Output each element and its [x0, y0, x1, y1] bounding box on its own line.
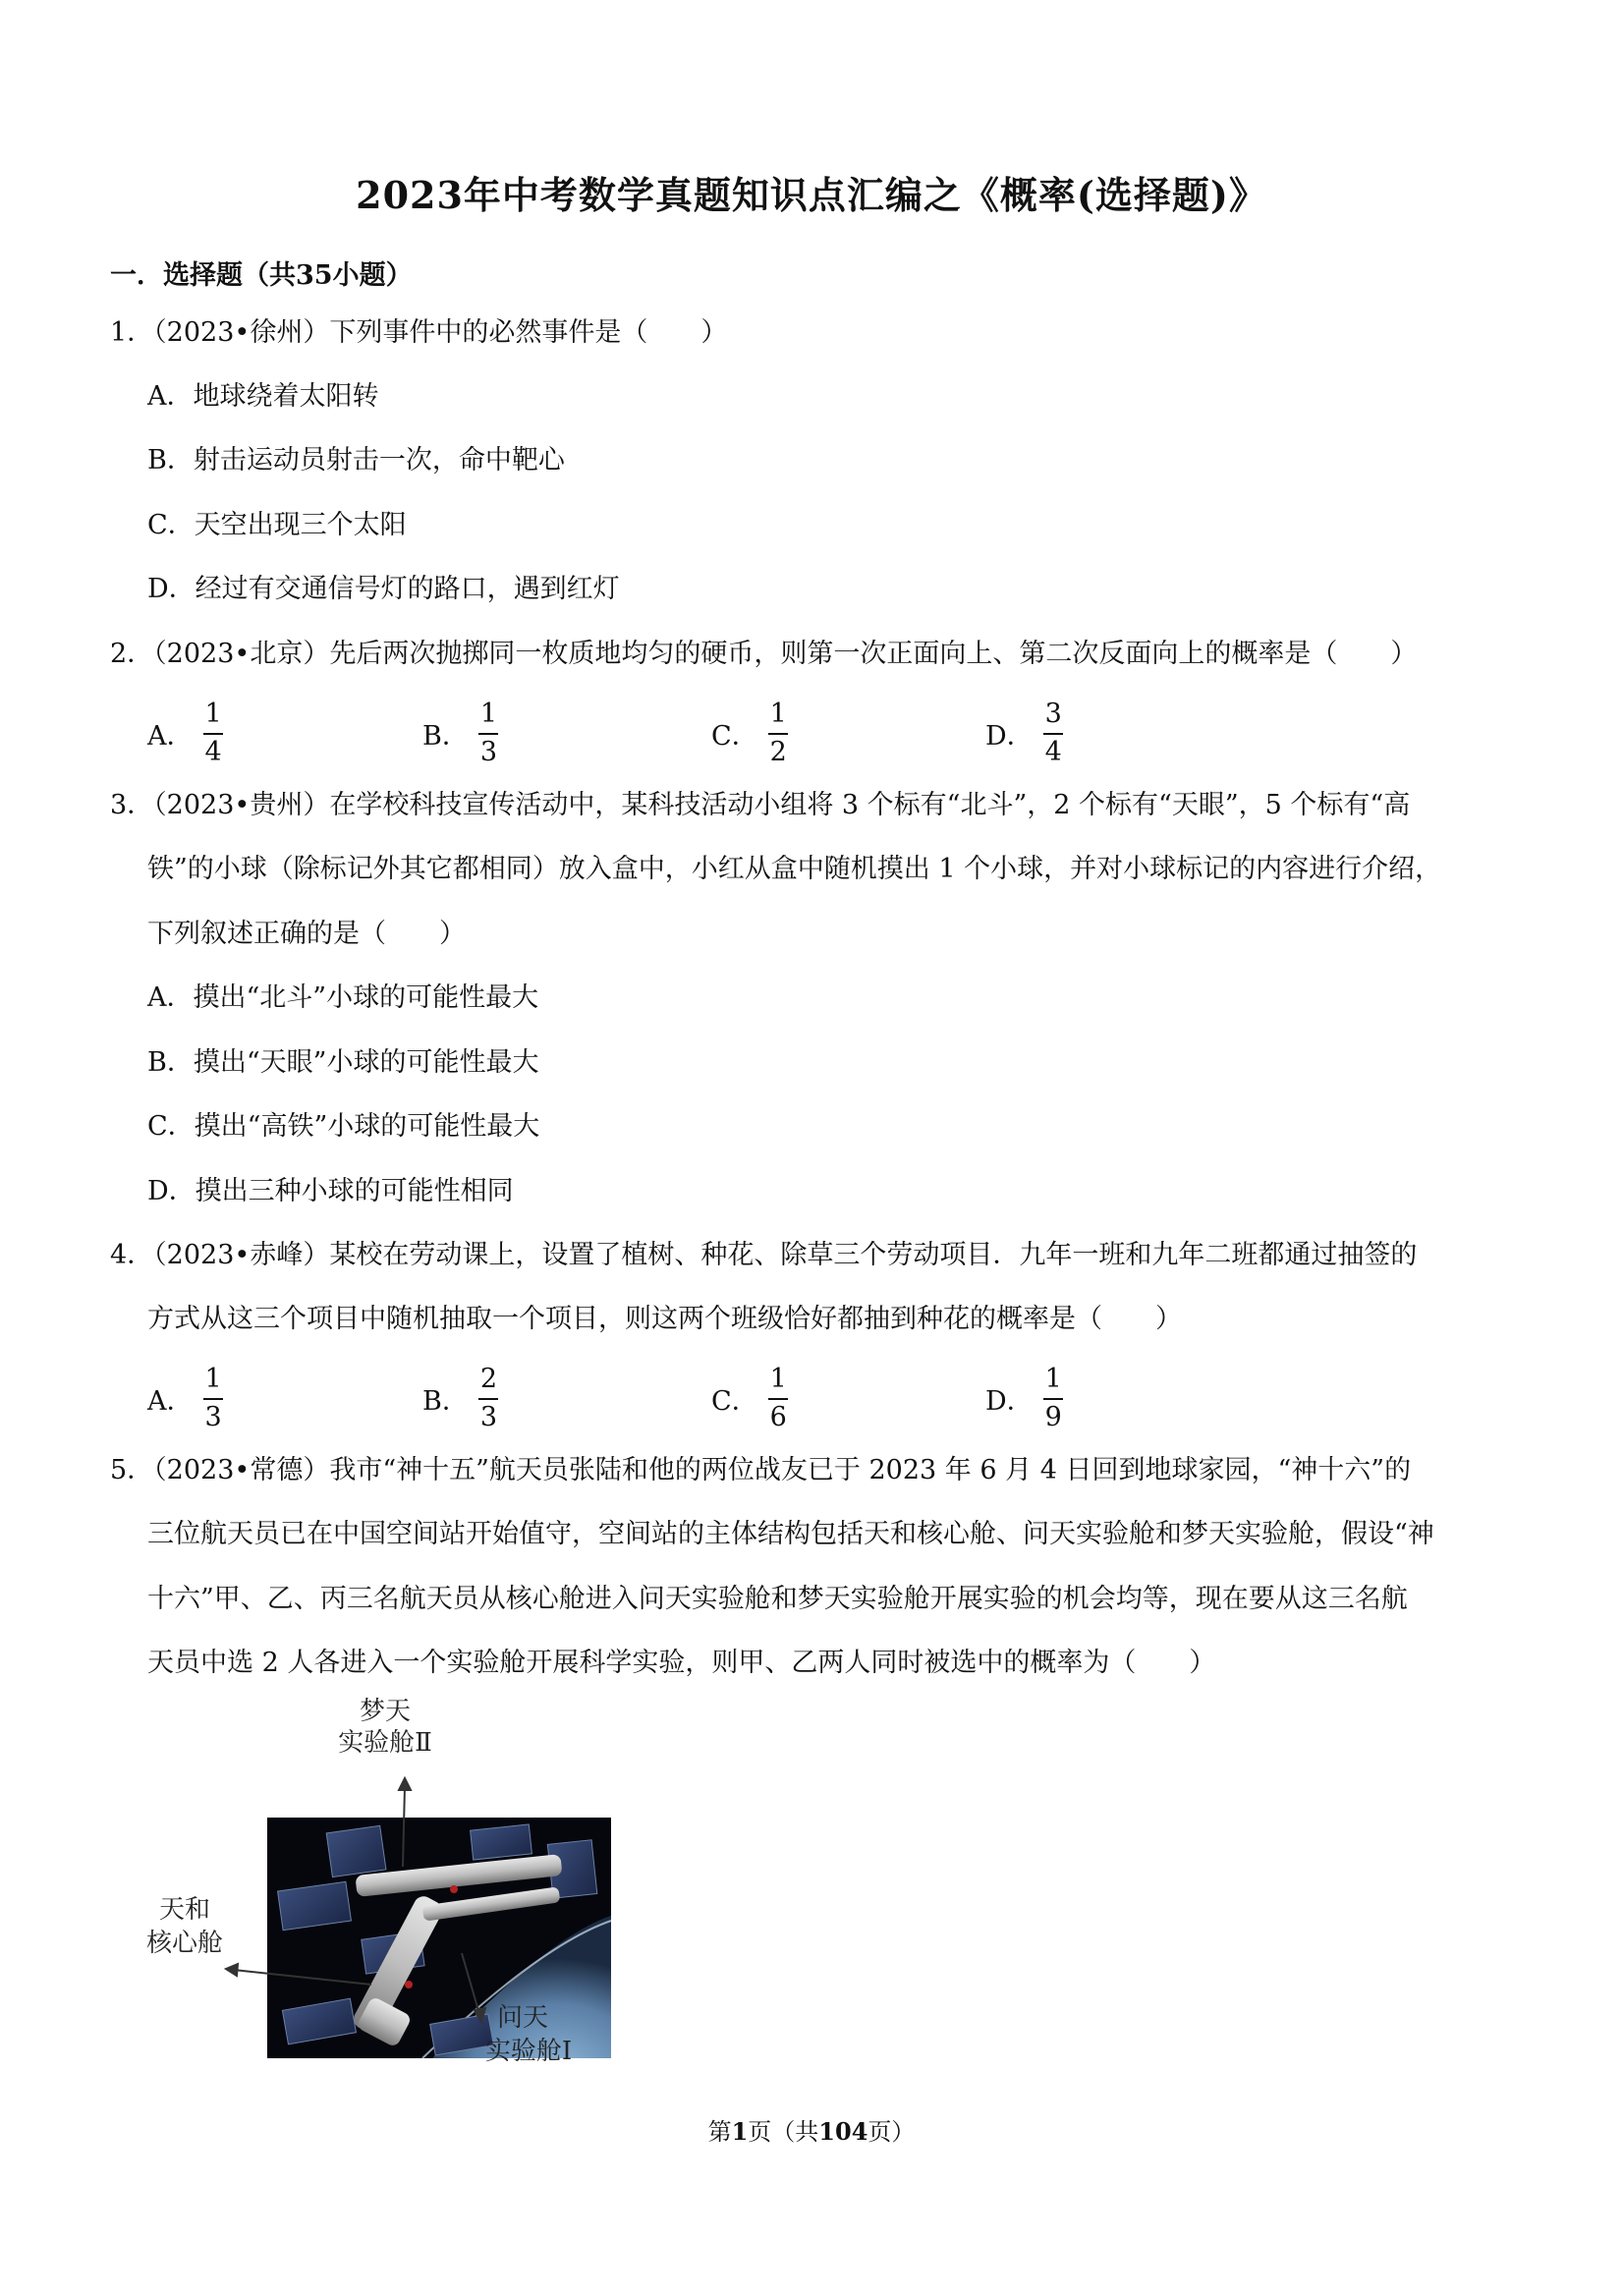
label-tianhe-2: 核心舱 — [145, 1929, 224, 1958]
label-wentian-2: 实验舱Ⅰ — [484, 2037, 573, 2066]
fraction-denominator: 3 — [479, 736, 498, 767]
question-3-stem-line-2: 铁”的小球（除标记外其它都相同）放入盒中，小红从盒中随机摸出 1 个小球，并对小球标记的内容进行介绍， — [147, 854, 1442, 884]
fraction-numerator: 1 — [204, 698, 222, 729]
space-station-illustration — [138, 1690, 648, 2083]
option-label: D． — [985, 720, 1034, 752]
footer-prefix: 第 — [707, 2118, 732, 2146]
question-3-option-d: D．摸出三种小球的可能性相同 — [147, 1176, 514, 1206]
option-label: D． — [985, 1385, 1034, 1417]
fraction-numerator: 1 — [769, 698, 787, 729]
fraction-bar — [768, 1398, 788, 1400]
fraction — [478, 700, 499, 767]
question-2-option-d — [985, 694, 1064, 772]
label-mengtian-2: 实验舱Ⅱ — [338, 1728, 432, 1758]
option-label: A． — [147, 1385, 194, 1417]
fraction-denominator: 4 — [1044, 736, 1062, 767]
question-5-stem-line-3: 十六”甲、乙、丙三名航天员从核心舱进入问天实验舱和梦天实验舱开展实验的机会均等，现在要从这三名航 — [147, 1584, 1408, 1614]
fraction-denominator: 3 — [204, 1401, 222, 1432]
question-3-stem-line-3: 下列叙述正确的是（ ） — [147, 919, 466, 949]
question-5-stem-line-1: 5．（2023•常德）我市“神十五”航天员张陆和他的两位战友已于 2023 年 6 月 4 日回到地球家园，“神十六”的 — [110, 1455, 1412, 1485]
question-2-option-b — [422, 694, 499, 772]
option-label: C． — [711, 1385, 758, 1417]
fraction — [478, 1365, 499, 1432]
fraction-denominator: 9 — [1044, 1401, 1062, 1432]
fraction — [203, 1365, 224, 1432]
fraction — [1043, 1365, 1064, 1432]
question-1-option-c: C．天空出现三个太阳 — [147, 510, 407, 540]
question-2-stem: 2．（2023•北京）先后两次抛掷同一枚质地均匀的硬币，则第一次正面向上、第二次反面向上的概率是（ ） — [110, 639, 1418, 669]
question-4-stem-line-1: 4．（2023•赤峰）某校在劳动课上，设置了植树、种花、除草三个劳动项目．九年一班和九年二班都通过抽签的 — [110, 1240, 1418, 1270]
fraction-bar — [478, 733, 498, 735]
option-label: A． — [147, 720, 194, 752]
fraction-denominator: 6 — [769, 1401, 787, 1432]
option-label: C． — [711, 720, 758, 752]
question-3-stem-line-1: 3．（2023•贵州）在学校科技宣传活动中，某科技活动小组将 3 个标有“北斗”，2 个标有“天眼”，5 个标有“高 — [110, 790, 1411, 820]
question-4-option-b — [422, 1359, 499, 1437]
question-2-option-a — [147, 694, 224, 772]
label-wentian-1: 问天 — [496, 2003, 549, 2033]
question-4-option-c — [711, 1359, 789, 1437]
fraction-bar — [1043, 1398, 1063, 1400]
fraction-denominator: 4 — [204, 736, 222, 767]
question-4-option-a — [147, 1359, 224, 1437]
question-4-stem-line-2: 方式从这三个项目中随机抽取一个项目，则这两个班级恰好都抽到种花的概率是（ ） — [147, 1304, 1182, 1334]
fraction-bar — [768, 733, 788, 735]
page-footer — [0, 2112, 1623, 2147]
question-1-option-a: A．地球绕着太阳转 — [147, 381, 379, 412]
fraction-numerator: 1 — [769, 1363, 787, 1394]
footer-total-pages: 104 — [818, 2117, 868, 2146]
question-3-option-a: A．摸出“北斗”小球的可能性最大 — [147, 982, 539, 1013]
footer-suffix: 页） — [867, 2118, 916, 2146]
question-3-option-c: C．摸出“高铁”小球的可能性最大 — [147, 1111, 540, 1142]
question-1-option-d: D．经过有交通信号灯的路口，遇到红灯 — [147, 574, 620, 604]
fraction-denominator: 2 — [769, 736, 787, 767]
footer-mid: 页（共 — [748, 2118, 819, 2146]
fraction — [1043, 700, 1064, 767]
footer-page-number: 1 — [731, 2117, 749, 2146]
option-label: B． — [422, 1385, 469, 1417]
fraction-bar — [203, 1398, 223, 1400]
question-5-stem-line-2: 三位航天员已在中国空间站开始值守，空间站的主体结构包括天和核心舱、问天实验舱和梦天实验舱，假设“神 — [147, 1519, 1434, 1549]
space-station-figure — [138, 1690, 648, 2083]
fraction-bar — [1043, 733, 1063, 735]
question-3-option-b: B．摸出“天眼”小球的可能性最大 — [147, 1047, 539, 1078]
question-1-option-b: B．射击运动员射击一次，命中靶心 — [147, 445, 565, 476]
page-title: 2023年中考数学真题知识点汇编之《概率(选择题)》 — [356, 173, 1267, 217]
label-mengtian-1: 梦天 — [359, 1697, 412, 1726]
question-5-stem-line-4: 天员中选 2 人各进入一个实验舱开展科学实验，则甲、乙两人同时被选中的概率为（ ） — [147, 1648, 1216, 1678]
fraction-numerator: 3 — [1044, 698, 1062, 729]
fraction-numerator: 2 — [479, 1363, 498, 1394]
fraction — [768, 700, 789, 767]
fraction-numerator: 1 — [204, 1363, 222, 1394]
question-1-stem: 1．（2023•徐州）下列事件中的必然事件是（ ） — [110, 317, 728, 348]
fraction-numerator: 1 — [1044, 1363, 1062, 1394]
fraction-denominator: 3 — [479, 1401, 498, 1432]
fraction-bar — [478, 1398, 498, 1400]
question-4-option-d — [985, 1359, 1064, 1437]
question-2-option-c — [711, 694, 789, 772]
option-label: B． — [422, 720, 469, 752]
label-tianhe-1: 天和 — [158, 1895, 211, 1925]
fraction-numerator: 1 — [479, 698, 498, 729]
fraction — [768, 1365, 789, 1432]
fraction — [203, 700, 224, 767]
fraction-bar — [203, 733, 223, 735]
section-heading: 一．选择题（共35小题） — [110, 260, 413, 291]
